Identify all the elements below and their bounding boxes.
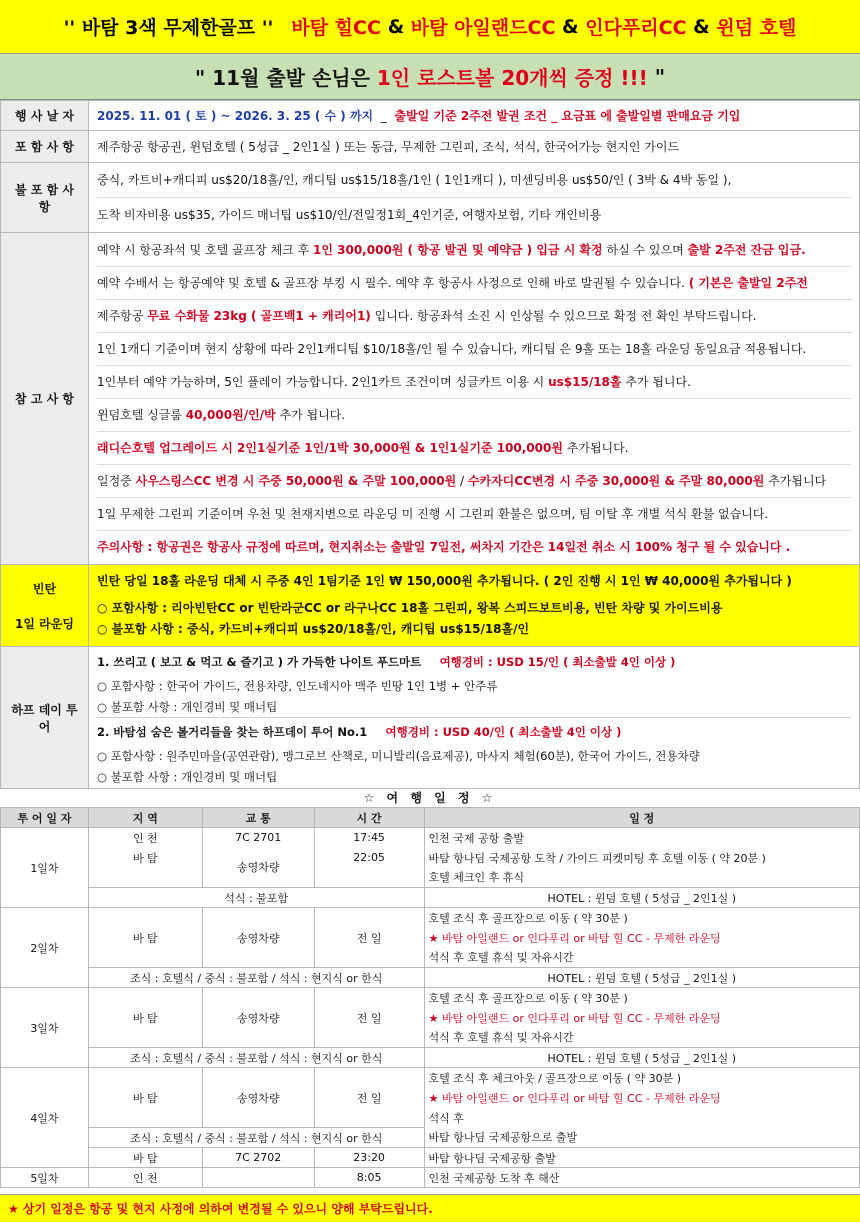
day2-row-1 <box>1 908 860 928</box>
day5-label: 5일차 <box>1 1168 89 1188</box>
itinerary-header-row <box>1 808 860 828</box>
day2-round: 바탐 아일랜드 or 인다푸리 or 바탐 힐 CC - 무제한 라운딩 <box>441 931 721 945</box>
note-1d: 출발 2주전 잔금 입금. <box>687 242 806 257</box>
excluded-text <box>89 163 860 233</box>
bintan-row <box>1 565 860 647</box>
day1-area-2: 바 탐 <box>88 848 202 868</box>
day2-schedule-2 <box>424 928 859 948</box>
day4-transport-2: 7C 2702 <box>202 1148 314 1168</box>
day5-schedule: 인천 국제공항 도착 후 해산 <box>424 1168 859 1188</box>
hotel-name: 윈덤 호텔 <box>716 17 797 39</box>
amp: & <box>562 15 579 38</box>
day4-schedule-3: 석식 후 <box>424 1108 859 1128</box>
note-3a: 제주항공 <box>97 308 144 323</box>
day4-transport: 송영차량 <box>202 1068 314 1128</box>
note-6 <box>97 399 851 432</box>
tour-2-excluded: ○ 불포함 사항 : 개인경비 및 매너팁 <box>97 769 278 784</box>
day4-schedule-1: 호텔 조식 후 체크아웃 / 골프장으로 이동 ( 약 30분 ) <box>424 1068 859 1088</box>
day1-time-3 <box>314 868 424 888</box>
note-3c: 입니다. 항공좌석 소진 시 인상될 수 있으므로 확정 전 확인 부탁드립니다. <box>374 308 757 323</box>
day4-schedule-5: 바탐 항나딤 국제공항 출발 <box>424 1148 859 1168</box>
note-6b: 40,000원/인/박 <box>185 407 276 422</box>
notes-list <box>89 233 860 565</box>
day4-meal-row <box>1 1128 860 1148</box>
day2-schedule-1: 호텔 조식 후 골프장으로 이동 ( 약 30분 ) <box>424 908 859 928</box>
col-transport: 교 통 <box>202 808 314 828</box>
day4-time-2: 23:20 <box>314 1148 424 1168</box>
day5-transport <box>202 1168 314 1188</box>
halfday-label: 하프 데이 투어 <box>1 647 89 789</box>
info-table <box>0 100 860 789</box>
tour-2-title: 2. 바탐섬 숨은 볼거리들을 찾는 하프데이 투어 No.1 <box>97 724 368 739</box>
bintan-label-2: 1일 라운딩 <box>15 616 74 631</box>
day1-row-2 <box>1 848 860 868</box>
day1-time-2: 22:05 <box>314 848 424 868</box>
course-batam-island: 바탐 아일랜드CC <box>410 17 556 39</box>
bintan-line-1: 빈탄 당일 18홀 라운딩 대체 시 주중 4인 1팀기준 1인 ₩ 150,000원 추가됩니다. ( 2인 진행 시 1인 ₩ 40,000원 추가됩니다 ) <box>97 574 792 588</box>
day4-row-1 <box>1 1068 860 1088</box>
halfday-row <box>1 647 860 789</box>
day1-schedule-1: 인천 국제 공항 출발 <box>424 828 859 848</box>
col-schedule: 일 정 <box>424 808 859 828</box>
course-indapuri: 인다푸리CC <box>585 17 687 39</box>
tour-2-included: ○ 포함사항 : 원주민마을(공연관람), 맹그로브 산책로, 미니발리(음료제공), 마사지 체험(60분), 한국어 가이드, 전용차량 <box>97 748 700 763</box>
day4-area: 바 탐 <box>88 1068 202 1128</box>
tour-1-fee: 여행경비 : USD 15/인 ( 최소출발 4인 이상 ) <box>439 654 676 669</box>
day5-row-1 <box>1 1168 860 1188</box>
day2-meal-row <box>1 968 860 988</box>
day2-hotel: HOTEL : 윈덤 호텔 ( 5성급 _ 2인1실 ) <box>424 968 859 988</box>
included-text: 제주항공 항공권, 윈덤호텔 ( 5성급 _ 2인1실 ) 또는 동급, 무제한 그린피, 조식, 석식, 한국어가능 현지인 가이드 <box>89 131 860 163</box>
day2-transport: 송영차량 <box>202 908 314 968</box>
day2-label: 2일차 <box>1 908 89 988</box>
day4-row-5 <box>1 1148 860 1168</box>
day1-transport-2: 송영차량 <box>202 848 314 888</box>
note-2a: 예약 수배서 는 항공예약 및 호텔 & 골프장 부킹 시 필수. 예약 후 항공사 사정으로 인해 바로 발권될 수 있습니다. <box>97 275 685 290</box>
period-sep: _ <box>380 109 387 123</box>
halfday-tour-1 <box>97 648 851 676</box>
day1-transport-1: 7C 2701 <box>202 828 314 848</box>
period-value <box>89 101 860 131</box>
excluded-row <box>1 163 860 233</box>
bintan-line-3: ○ 불포함 사항 : 중식, 카드비+캐디피 us$20/18홀/인, 캐디팁 us$15/18홀/인 <box>97 622 530 636</box>
period-dates: 2025. 11. 01 ( 토 ) ~ 2026. 3. 25 ( 수 ) 까지 <box>97 109 374 123</box>
note-10: 주의사항 : 항공권은 항공사 규정에 따르며, 현지취소는 출발일 7일전, 써차지 기간은 14일전 취소 시 100% 청구 될 수 있습니다 . <box>97 539 791 554</box>
day4-time: 전 일 <box>314 1068 424 1128</box>
amp: & <box>387 15 405 38</box>
col-time: 시 간 <box>314 808 424 828</box>
promo-post: " <box>654 64 666 89</box>
day4-area-2: 바 탐 <box>88 1148 202 1168</box>
halfday-text <box>89 647 860 789</box>
day3-meal-row <box>1 1048 860 1068</box>
header-banner <box>0 0 860 54</box>
day2-meals: 조식 : 호텔식 / 중식 : 불포함 / 석식 : 현지식 or 한식 <box>88 968 424 988</box>
day4-round: 바탐 아일랜드 or 인다푸리 or 바탐 힐 CC - 무제한 라운딩 <box>441 1091 721 1105</box>
note-5b: us$15/18홀 <box>548 374 622 389</box>
day5-time: 8:05 <box>314 1168 424 1188</box>
day3-round: 바탐 아일랜드 or 인다푸리 or 바탐 힐 CC - 무제한 라운딩 <box>441 1011 721 1025</box>
note-1 <box>97 234 851 267</box>
day3-transport: 송영차량 <box>202 988 314 1048</box>
amp: & <box>693 15 710 38</box>
star-icon: ★ <box>428 1011 439 1025</box>
day1-row-3 <box>1 868 860 888</box>
day2-time: 전 일 <box>314 908 424 968</box>
excluded-line-1: 중식, 카트비+캐디피 us$20/18홀/인, 캐디팁 us$15/18홀/1인 ( 1인1캐디 ), 미센딩비용 us$50/인 ( 3박 & 4박 동일 ), <box>97 163 851 198</box>
bintan-text <box>89 565 860 647</box>
day5-area: 인 천 <box>88 1168 202 1188</box>
note-7a: 래디슨호텔 업그레이드 시 2인1실기준 1인/1박 30,000원 & 1인1실기준 100,000원 <box>97 440 563 455</box>
note-5c: 추가 됩니다. <box>625 374 691 389</box>
day1-area-3 <box>88 868 202 888</box>
day2-area: 바 탐 <box>88 908 202 968</box>
note-7 <box>97 432 851 465</box>
note-5a: 1인부터 예약 가능하며, 5인 플레이 가능합니다. 2인1카트 조건이며 싱글카트 이용 시 <box>97 374 545 389</box>
col-area: 지 역 <box>88 808 202 828</box>
bintan-label-1: 빈탄 <box>32 581 57 596</box>
note-1a: 예약 시 항공좌석 및 호텔 골프장 체크 후 <box>97 242 310 257</box>
notes-row <box>1 233 860 565</box>
promo-banner <box>0 54 860 100</box>
day3-row-1 <box>1 988 860 1008</box>
itinerary-table <box>0 807 860 1188</box>
note-8e: 추가됩니다 <box>768 473 827 488</box>
day2-schedule-3: 석식 후 호텔 휴식 및 자유시간 <box>424 948 859 968</box>
note-1b: 1인 300,000원 ( 항공 발권 및 예약금 ) 입금 시 확정 <box>313 242 603 257</box>
notes-label: 참 고 사 항 <box>1 233 89 565</box>
note-6c: 추가 됩니다. <box>279 407 346 422</box>
day1-hotel: HOTEL : 윈덤 호텔 ( 5성급 _ 2인1실 ) <box>424 888 859 908</box>
promo-highlight: 1인 로스트볼 20개씩 증정 !!! <box>376 66 648 90</box>
note-8d: 수카자디CC변경 시 주중 30,000원 & 주말 80,000원 <box>467 473 765 488</box>
promo-pre: " 11월 출발 손님은 <box>194 66 370 90</box>
period-note: 출발일 기준 2주전 발권 조건 _ 요금표 에 출발일별 판매요금 기입 <box>394 109 741 123</box>
col-date: 투 어 일 자 <box>1 808 89 828</box>
halfday-tour-2 <box>97 718 851 746</box>
day3-schedule-1: 호텔 조식 후 골프장으로 이동 ( 약 30분 ) <box>424 988 859 1008</box>
day1-label: 1일차 <box>1 828 89 908</box>
header-tag: '' 바탐 3색 무제한골프 '' <box>63 17 274 39</box>
note-8b: 사우스링스CC 변경 시 주중 50,000원 & 주말 100,000원 <box>135 473 457 488</box>
day3-schedule-3: 석식 후 호텔 휴식 및 자유시간 <box>424 1028 859 1048</box>
footer-notice: ★ 상기 일정은 항공 및 현지 사정에 의하여 변경될 수 있으니 양해 부탁드립니다. <box>0 1194 860 1222</box>
day1-meal-row <box>1 888 860 908</box>
bintan-label <box>1 565 89 647</box>
day4-schedule-4: 바탐 항나딤 국제공항으로 출발 <box>424 1128 859 1148</box>
note-2b: ( 기본은 출발일 2주전 <box>688 275 808 290</box>
note-9: 1일 무제한 그린피 기준이며 우천 및 천재지변으로 라운딩 미 진행 시 그린피 환불은 없으며, 팀 이탈 후 개별 석식 환불 없습니다. <box>97 498 851 531</box>
note-2 <box>97 267 851 300</box>
star-icon: ★ <box>428 1091 439 1105</box>
tour-1-title: 1. 쓰리고 ( 보고 & 먹고 & 즐기고 ) 가 가득한 나이트 푸드마트 <box>97 654 422 669</box>
day3-label: 3일차 <box>1 988 89 1068</box>
note-7b: 추가됩니다. <box>566 440 629 455</box>
star-icon: ★ <box>428 931 439 945</box>
day4-meals: 조식 : 호텔식 / 중식 : 불포함 / 석식 : 현지식 or 한식 <box>88 1128 424 1148</box>
note-8a: 일정중 <box>97 473 132 488</box>
note-8 <box>97 465 851 498</box>
course-batam-hill: 바탐 힐CC <box>291 17 381 39</box>
day3-schedule-2 <box>424 1008 859 1028</box>
note-4: 1인 1캐디 기준이며 현지 상황에 따라 2인1캐디팁 $10/18홀/인 될 수 있습니다, 캐디팁 은 9홀 또는 18홀 라운딩 동일요금 적용됩니다. <box>97 333 851 366</box>
period-row <box>1 101 860 131</box>
tour-2-fee: 여행경비 : USD 40/인 ( 최소출발 4인 이상 ) <box>385 724 622 739</box>
bintan-line-2: ○ 포함사항 : 리아빈탄CC or 빈탄라군CC or 라구나CC 18홀 그린피, 왕복 스피드보트비용, 빈탄 차량 및 가이드비용 <box>97 601 723 615</box>
day3-area: 바 탐 <box>88 988 202 1048</box>
note-5 <box>97 366 851 399</box>
day1-time-1: 17:45 <box>314 828 424 848</box>
day4-label: 4일차 <box>1 1068 89 1168</box>
note-3 <box>97 300 851 333</box>
itinerary-title: ☆ 여 행 일 정 ☆ <box>363 791 497 805</box>
day1-row-1 <box>1 828 860 848</box>
note-6a: 윈덤호텔 싱글룸 <box>97 407 182 422</box>
included-row <box>1 131 860 163</box>
day1-meals: 석식 : 불포함 <box>88 888 424 908</box>
day3-meals: 조식 : 호텔식 / 중식 : 불포함 / 석식 : 현지식 or 한식 <box>88 1048 424 1068</box>
excluded-label: 불 포 함 사 항 <box>1 163 89 233</box>
day1-schedule-3: 호텔 체크인 후 휴식 <box>424 868 859 888</box>
period-label: 행 사 날 자 <box>1 101 89 131</box>
day1-area-1: 인 천 <box>88 828 202 848</box>
tour-1-excluded: ○ 불포함 사항 : 개인경비 및 매너팁 <box>97 697 851 718</box>
note-3b: 무료 수화물 23kg ( 골프백1 + 캐리어1) <box>147 308 371 323</box>
tour-1-included: ○ 포함사항 : 한국어 가이드, 전용차량, 인도네시아 맥주 빈땅 1인 1병 + 안주류 <box>97 678 498 693</box>
note-1c: 하실 수 있으며 <box>606 242 684 257</box>
day3-time: 전 일 <box>314 988 424 1048</box>
day4-schedule-2 <box>424 1088 859 1108</box>
included-label: 포 함 사 항 <box>1 131 89 163</box>
note-8c: / <box>460 473 465 488</box>
excluded-line-2: 도착 비자비용 us$35, 가이드 매너팁 us$10/인/전일정1회_4인기준, 여행자보험, 기타 개인비용 <box>97 208 602 222</box>
day3-hotel: HOTEL : 윈덤 호텔 ( 5성급 _ 2인1실 ) <box>424 1048 859 1068</box>
day1-schedule-2: 바탐 항나딤 국제공항 도착 / 가이드 피켓미팅 후 호텔 이동 ( 약 20분 ) <box>424 848 859 868</box>
